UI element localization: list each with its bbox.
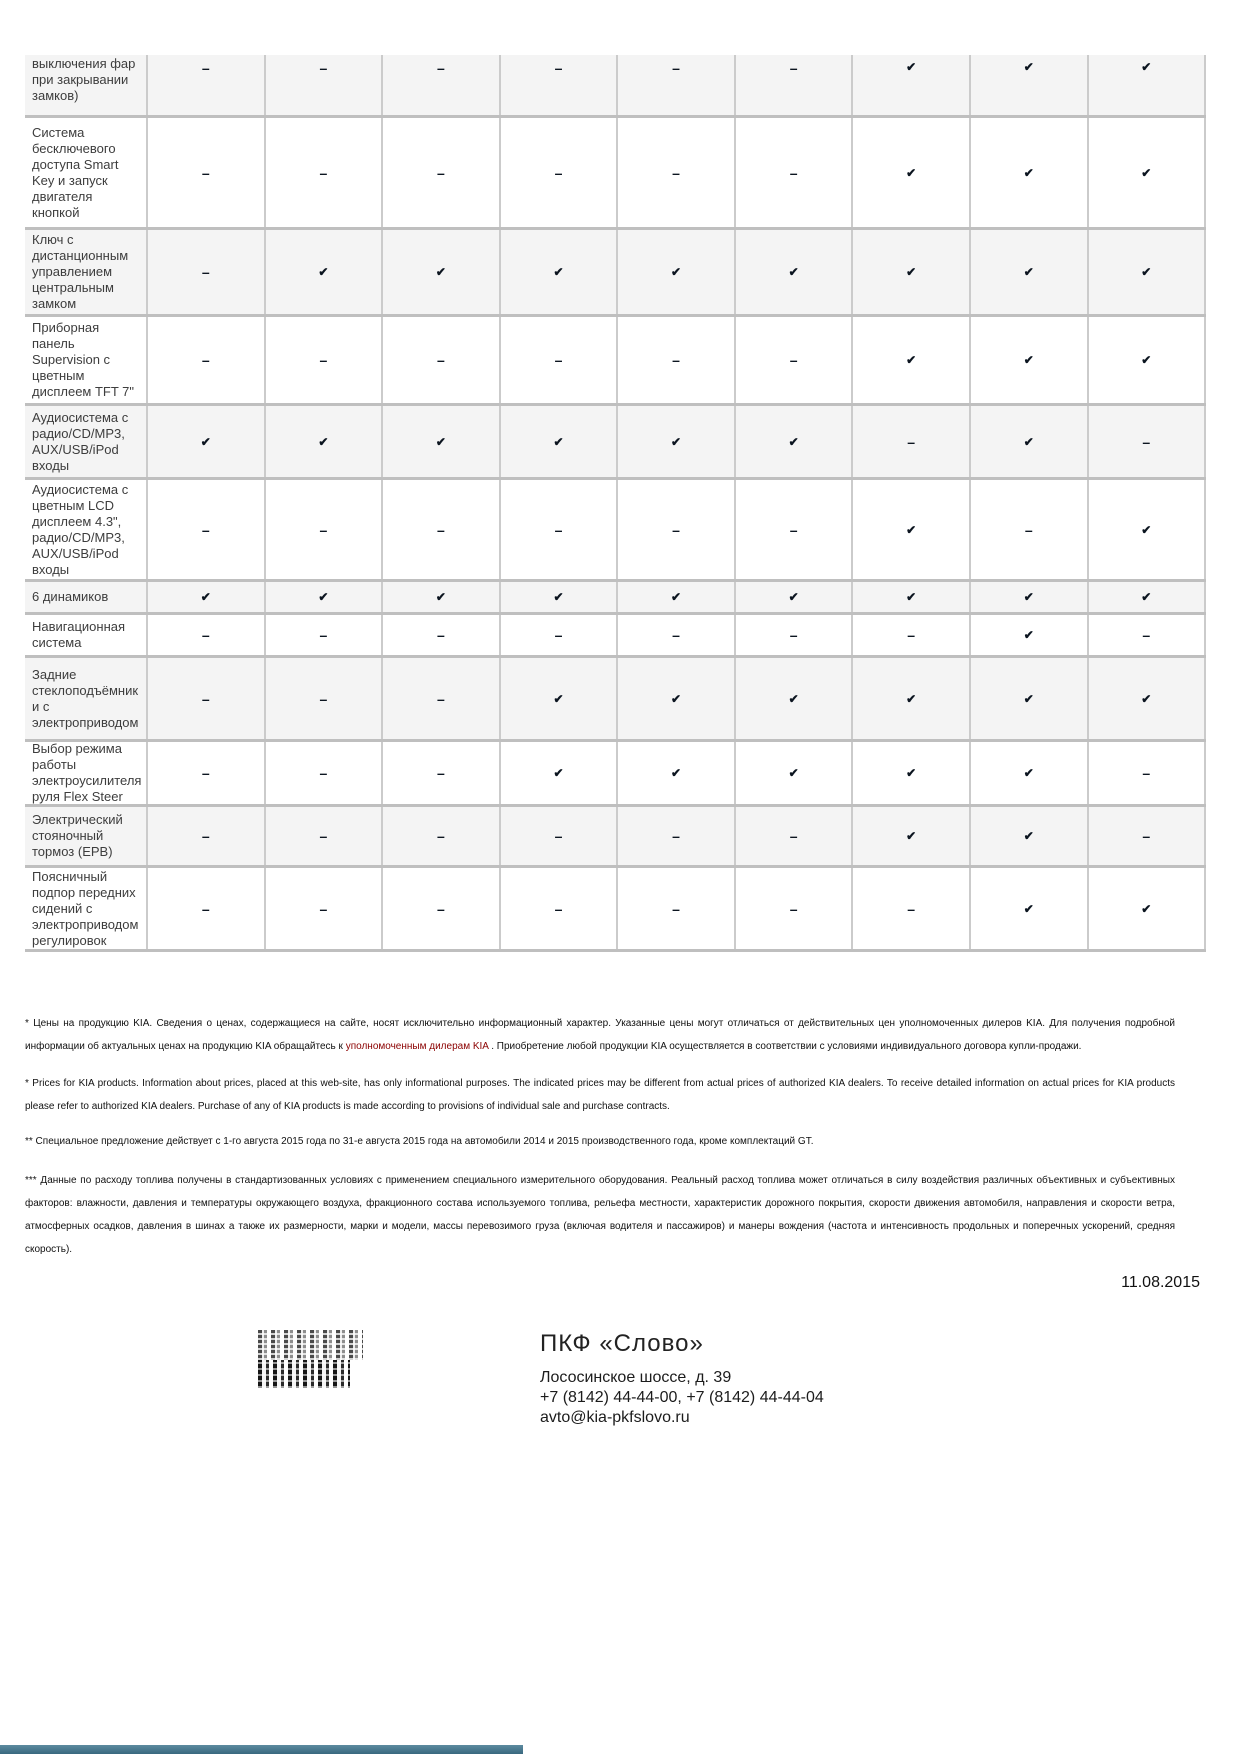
dash-icon: – <box>148 868 266 949</box>
dash-icon: – <box>501 55 619 115</box>
dash-icon: – <box>266 317 384 403</box>
check-icon: ✔ <box>501 742 619 804</box>
dash-icon: – <box>736 807 854 865</box>
check-icon: ✔ <box>383 406 501 477</box>
dash-icon: – <box>148 807 266 865</box>
footnote-prices-ru <box>25 1012 1175 1058</box>
check-icon: ✔ <box>501 582 619 612</box>
dash-icon: – <box>383 118 501 227</box>
footer-bar-partial <box>0 1745 523 1754</box>
dash-icon: – <box>501 807 619 865</box>
check-icon: ✔ <box>853 658 971 739</box>
dash-icon: – <box>501 868 619 949</box>
check-icon: ✔ <box>853 742 971 804</box>
dash-icon: – <box>266 807 384 865</box>
check-icon: ✔ <box>1089 480 1207 579</box>
check-icon: ✔ <box>853 55 971 115</box>
check-icon: ✔ <box>971 317 1089 403</box>
dash-icon: – <box>383 868 501 949</box>
dash-icon: – <box>1089 807 1207 865</box>
check-icon: ✔ <box>971 582 1089 612</box>
dash-icon: – <box>736 55 854 115</box>
dash-icon: – <box>736 317 854 403</box>
check-icon: ✔ <box>1089 230 1207 314</box>
check-icon: ✔ <box>853 118 971 227</box>
check-icon: ✔ <box>971 615 1089 655</box>
feature-label: Навигационная система <box>25 615 148 655</box>
dash-icon: – <box>853 615 971 655</box>
check-icon: ✔ <box>971 742 1089 804</box>
dash-icon: – <box>501 317 619 403</box>
dealer-logo-image <box>258 1330 363 1388</box>
check-icon: ✔ <box>971 118 1089 227</box>
check-icon: ✔ <box>971 868 1089 949</box>
feature-label: Ключ с дистанционным управлением центральным замком <box>25 230 148 314</box>
dash-icon: – <box>618 118 736 227</box>
logo-pixel-pattern-top <box>258 1330 363 1360</box>
feature-label: Электрический стояночный тормоз (EPB) <box>25 807 148 865</box>
check-icon: ✔ <box>736 658 854 739</box>
table-row <box>25 230 1206 317</box>
check-icon: ✔ <box>501 406 619 477</box>
dash-icon: – <box>736 615 854 655</box>
check-icon: ✔ <box>148 406 266 477</box>
check-icon: ✔ <box>266 582 384 612</box>
dash-icon: – <box>501 480 619 579</box>
dash-icon: – <box>148 615 266 655</box>
table-row <box>25 406 1206 480</box>
feature-label: Аудиосистема с радио/CD/MP3, AUX/USB/iPod входы <box>25 406 148 477</box>
dash-icon: – <box>853 868 971 949</box>
contact-block <box>540 1368 824 1428</box>
table-row <box>25 582 1206 615</box>
dash-icon: – <box>736 118 854 227</box>
table-row <box>25 480 1206 582</box>
check-icon: ✔ <box>736 582 854 612</box>
check-icon: ✔ <box>971 406 1089 477</box>
dash-icon: – <box>383 742 501 804</box>
check-icon: ✔ <box>1089 55 1207 115</box>
table-row <box>25 742 1206 807</box>
check-icon: ✔ <box>736 230 854 314</box>
footnote-text: . Приобретение любой продукции KIA осуществляется в соответствии с условиями индивидуального договора купли-продажи. <box>488 1041 1082 1052</box>
dash-icon: – <box>266 118 384 227</box>
footnote-text: * Цены на продукцию KIA. Сведения о ценах, содержащиеся на сайте, носят исключительно информационный характер. Указанные цены могут отличаться от действительных цен уполномоченных дилеров KIA. Для получения подробной информации об актуальных ценах на продукцию KIA обращайтесь к <box>25 1018 1175 1052</box>
dash-icon: – <box>148 317 266 403</box>
feature-label: Приборная панель Supervision с цветным дисплеем TFT 7" <box>25 317 148 403</box>
feature-label: Аудиосистема с цветным LCD дисплеем 4.3", радио/CD/MP3, AUX/USB/iPod входы <box>25 480 148 579</box>
table-row <box>25 615 1206 658</box>
table-row <box>25 118 1206 230</box>
check-icon: ✔ <box>971 230 1089 314</box>
dash-icon: – <box>618 480 736 579</box>
dash-icon: – <box>148 230 266 314</box>
check-icon: ✔ <box>736 406 854 477</box>
check-icon: ✔ <box>971 807 1089 865</box>
check-icon: ✔ <box>266 230 384 314</box>
check-icon: ✔ <box>383 582 501 612</box>
dash-icon: – <box>383 317 501 403</box>
check-icon: ✔ <box>266 406 384 477</box>
dash-icon: – <box>266 658 384 739</box>
dash-icon: – <box>266 55 384 115</box>
company-phones: +7 (8142) 44-44-00, +7 (8142) 44-44-04 <box>540 1389 824 1406</box>
dash-icon: – <box>618 317 736 403</box>
dash-icon: – <box>383 615 501 655</box>
dash-icon: – <box>736 868 854 949</box>
dash-icon: – <box>501 615 619 655</box>
dash-icon: – <box>501 118 619 227</box>
table-row <box>25 807 1206 868</box>
dash-icon: – <box>266 868 384 949</box>
dash-icon: – <box>383 658 501 739</box>
dash-icon: – <box>618 55 736 115</box>
feature-label: Поясничный подпор передних сидений с электроприводом регулировок <box>25 868 148 949</box>
feature-label: Выбор режима работы электроусилителя руля Flex Steer <box>25 742 148 804</box>
dash-icon: – <box>148 742 266 804</box>
dash-icon: – <box>148 55 266 115</box>
dash-icon: – <box>383 55 501 115</box>
table-row <box>25 658 1206 742</box>
feature-label: выключения фар при закрывании замков) <box>25 55 148 115</box>
dash-icon: – <box>383 480 501 579</box>
document-date: 11.08.2015 <box>1121 1274 1200 1291</box>
check-icon: ✔ <box>1089 658 1207 739</box>
footnote-prices-en: * Prices for KIA products. Information about prices, placed at this web-site, has only informational purposes. The indicated prices may be different from actual prices of authorized KIA dealers. To receive detailed information on actual prices for KIA products please refer to authorized KIA dealers. Purchase of any of KIA products is made according to provisions of individual sale and purchase contracts. <box>25 1078 1175 1112</box>
footnote-fuel-consumption: *** Данные по расходу топлива получены в стандартизованных условиях с применением специального измерительного оборудования. Реальный расход топлива может отличаться в силу воздействия различных объективных и субъективных факторов: влажности, давления и температуры окружающего воздуха, фракционного состава используемого топлива, рельефа местности, характеристик дорожного покрытия, скорости движения автомобиля, направления и скорости ветра, атмосферных осадков, давления в шинах а также их размерности, марки и модели, массы перевозимого груза (включая водителя и пассажиров) и манеры вождения (частота и интенсивность продольных и поперечных ускорений, средняя скорость). <box>25 1175 1175 1255</box>
check-icon: ✔ <box>736 742 854 804</box>
dash-icon: – <box>266 615 384 655</box>
check-icon: ✔ <box>501 230 619 314</box>
dash-icon: – <box>266 742 384 804</box>
check-icon: ✔ <box>618 658 736 739</box>
company-email: avto@kia-pkfslovo.ru <box>540 1409 690 1426</box>
dash-icon: – <box>971 480 1089 579</box>
check-icon: ✔ <box>853 480 971 579</box>
check-icon: ✔ <box>618 230 736 314</box>
company-name: ПКФ «Слово» <box>540 1330 704 1357</box>
check-icon: ✔ <box>1089 868 1207 949</box>
dealer-link[interactable]: уполномоченным дилерам KIA <box>345 1041 489 1052</box>
dash-icon: – <box>266 480 384 579</box>
dash-icon: – <box>618 868 736 949</box>
company-address: Лососинское шоссе, д. 39 <box>540 1369 732 1386</box>
dash-icon: – <box>853 406 971 477</box>
check-icon: ✔ <box>618 582 736 612</box>
check-icon: ✔ <box>1089 317 1207 403</box>
check-icon: ✔ <box>971 55 1089 115</box>
check-icon: ✔ <box>971 658 1089 739</box>
dash-icon: – <box>1089 615 1207 655</box>
dash-icon: – <box>618 615 736 655</box>
check-icon: ✔ <box>853 807 971 865</box>
table-row <box>25 317 1206 406</box>
check-icon: ✔ <box>853 230 971 314</box>
check-icon: ✔ <box>383 230 501 314</box>
check-icon: ✔ <box>1089 582 1207 612</box>
features-table <box>25 55 1206 952</box>
check-icon: ✔ <box>618 742 736 804</box>
footnote-special-offer: ** Специальное предложение действует с 1-го августа 2015 года по 31-е августа 2015 года на автомобили 2014 и 2015 производственного года, кроме комплектаций GT. <box>25 1136 814 1147</box>
feature-label: Система бесключевого доступа Smart Key и запуск двигателя кнопкой <box>25 118 148 227</box>
check-icon: ✔ <box>853 317 971 403</box>
check-icon: ✔ <box>148 582 266 612</box>
logo-pixel-pattern-bottom <box>258 1360 350 1388</box>
dash-icon: – <box>148 118 266 227</box>
dash-icon: – <box>618 807 736 865</box>
dash-icon: – <box>736 480 854 579</box>
dash-icon: – <box>1089 742 1207 804</box>
dash-icon: – <box>148 480 266 579</box>
dash-icon: – <box>1089 406 1207 477</box>
dash-icon: – <box>148 658 266 739</box>
dash-icon: – <box>383 807 501 865</box>
feature-label: 6 динамиков <box>25 582 148 612</box>
check-icon: ✔ <box>618 406 736 477</box>
table-row <box>25 55 1206 118</box>
check-icon: ✔ <box>501 658 619 739</box>
check-icon: ✔ <box>1089 118 1207 227</box>
table-row <box>25 868 1206 952</box>
check-icon: ✔ <box>853 582 971 612</box>
feature-label: Задние стеклоподъёмники с электроприводом <box>25 658 148 739</box>
